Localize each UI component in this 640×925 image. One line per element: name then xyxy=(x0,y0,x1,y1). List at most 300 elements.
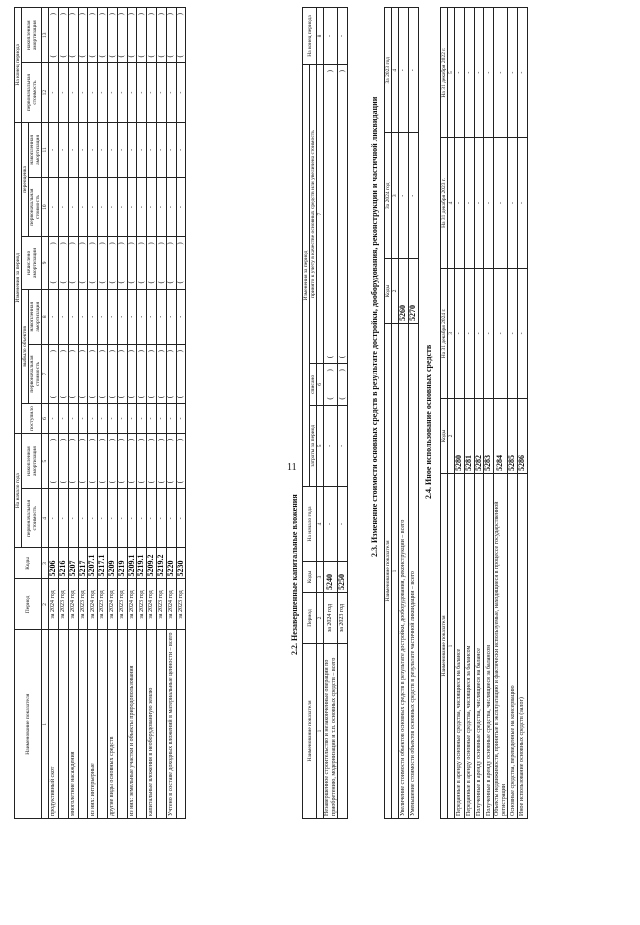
cell-end-amort xyxy=(108,8,118,64)
close-paren-glyph: ) xyxy=(156,349,165,353)
hdr-end: На конец периода xyxy=(15,8,22,123)
cell-received: - xyxy=(98,404,108,434)
cell-end: - xyxy=(338,8,348,65)
row-name xyxy=(338,644,348,819)
row-period: за 2024 год xyxy=(108,579,118,630)
cell-start-initial: - xyxy=(78,489,88,548)
close-paren-glyph: ) xyxy=(48,438,57,442)
cell-accepted xyxy=(324,65,338,364)
open-paren-glyph: ( xyxy=(146,395,155,399)
row-code: 5216 xyxy=(59,548,69,579)
open-paren-glyph: ( xyxy=(78,281,87,284)
open-paren-glyph: ( xyxy=(78,55,87,58)
open-paren-glyph: ( xyxy=(146,480,155,484)
hdr-reval-amort: накопленная амортизация xyxy=(29,122,42,177)
cell-end-amort xyxy=(157,8,167,64)
row-period: за 2023 год xyxy=(137,579,147,630)
cell-end-amort xyxy=(88,8,98,64)
close-paren-glyph: ) xyxy=(156,242,165,245)
cell-2023: - xyxy=(399,8,409,134)
table-fixed-assets-movement xyxy=(14,7,186,819)
cell-received: - xyxy=(49,404,59,434)
close-paren-glyph: ) xyxy=(97,13,106,16)
cell-end-amort xyxy=(117,8,127,64)
open-paren-glyph: ( xyxy=(176,480,185,484)
open-paren-glyph: ( xyxy=(107,395,116,399)
s22-hdr-costs: затраты за период xyxy=(310,405,317,486)
cell-end-amort xyxy=(166,8,176,64)
table-row xyxy=(324,8,338,819)
cell-start-amort xyxy=(147,433,157,488)
close-paren-glyph: ) xyxy=(68,13,77,16)
cell-end-initial: - xyxy=(59,63,69,122)
table-row xyxy=(518,8,528,819)
row-code: 5209.2 xyxy=(147,548,157,579)
cell-reval-amort: - xyxy=(176,122,186,177)
column-number: 1 xyxy=(448,474,455,819)
column-number: 9 xyxy=(42,237,49,289)
cell-accrued-amort xyxy=(68,237,78,289)
column-number: 13 xyxy=(42,8,49,64)
cell-accrued-amort xyxy=(88,237,98,289)
cell-reval-initial: - xyxy=(59,178,69,237)
hdr-accum-amort: накопленная амортизация xyxy=(22,433,42,488)
row-code: 5282 xyxy=(474,399,484,474)
cell-start-initial: - xyxy=(137,489,147,548)
row-code: 5207.1 xyxy=(88,548,98,579)
open-paren-glyph: ( xyxy=(136,395,145,399)
row-name: Полученные в аренду основные средства, числящиеся на балансе xyxy=(474,474,484,819)
row-period: за 2024 год xyxy=(127,579,137,630)
open-paren-glyph: ( xyxy=(136,480,145,484)
row-name: Незавершенное строительство и незаконченные операции по приобретению, модернизации и т.п. основных средств – всего xyxy=(324,644,338,819)
row-period: за 2023 год xyxy=(176,579,186,630)
cell-reval-amort: - xyxy=(98,122,108,177)
column-number: 8 xyxy=(42,289,49,344)
row-period: за 2023 год xyxy=(157,579,167,630)
open-paren-glyph: ( xyxy=(156,281,165,284)
close-paren-glyph: ) xyxy=(166,438,175,442)
cell-accrued-amort xyxy=(98,237,108,289)
section-2-3-title: 2.3. Изменение стоимости основных средств в результате достройки, дооборудования, реконструкции и частичной ликвидации xyxy=(370,96,379,557)
close-paren-glyph: ) xyxy=(87,349,96,353)
open-paren-glyph: ( xyxy=(97,480,106,484)
row-name: Переданные в аренду основные средства, числящиеся за балансом xyxy=(464,474,474,819)
cell-accrued-amort xyxy=(147,237,157,289)
row-code: 5219.1 xyxy=(137,548,147,579)
open-paren-glyph: ( xyxy=(127,281,136,284)
s23-hdr-2023: За 2023 год xyxy=(385,8,392,134)
row-code: 5209.1 xyxy=(127,548,137,579)
row-name: Уменьшение стоимости объектов основных средств в результате частичной ликвидации – всего xyxy=(408,324,418,819)
open-paren-glyph: ( xyxy=(68,55,77,58)
open-paren-glyph: ( xyxy=(176,395,185,399)
cell-end-amort xyxy=(68,8,78,64)
row-code: 5280 xyxy=(455,399,465,474)
table-row xyxy=(474,8,484,819)
s24-hdr-name: Наименование показателя xyxy=(441,474,448,819)
row-name: из них: земельные участки и объекты природопользования xyxy=(127,630,137,819)
cell-reval-amort: - xyxy=(117,122,127,177)
cell-disposed-initial xyxy=(49,344,59,403)
row-name xyxy=(117,630,127,819)
open-paren-glyph: ( xyxy=(87,55,96,58)
close-paren-glyph: ) xyxy=(127,349,136,353)
row-name: продуктивный скот xyxy=(49,630,59,819)
column-number: 3 xyxy=(42,548,49,579)
cell-costs: - xyxy=(324,405,338,486)
open-paren-glyph: ( xyxy=(48,281,57,284)
cell-start-initial: - xyxy=(49,489,59,548)
close-paren-glyph: ) xyxy=(176,349,185,353)
cell-2022: - xyxy=(518,8,528,138)
hdr-revaluation: переоценка xyxy=(22,122,29,237)
close-paren-glyph: ) xyxy=(97,242,106,245)
cell-end-amort xyxy=(176,8,186,64)
cell-accrued-amort xyxy=(49,237,59,289)
cell-disposed-initial xyxy=(157,344,167,403)
close-paren-glyph: ) xyxy=(156,438,165,442)
hdr-start: На начало года xyxy=(15,433,22,548)
cell-disposed-initial xyxy=(127,344,137,403)
table-row xyxy=(147,8,157,819)
row-code: 5270 xyxy=(408,259,418,324)
cell-received: - xyxy=(127,404,137,434)
row-code: 5240 xyxy=(324,562,338,593)
cell-end-amort xyxy=(98,8,108,64)
cell-start-initial: - xyxy=(59,489,69,548)
cell-disposed-initial xyxy=(176,344,186,403)
cell-reval-amort: - xyxy=(108,122,118,177)
table-cost-changes xyxy=(384,7,419,819)
close-paren-glyph: ) xyxy=(337,70,346,73)
open-paren-glyph: ( xyxy=(337,397,346,400)
cell-received: - xyxy=(137,404,147,434)
cell-accrued-amort xyxy=(137,237,147,289)
cell-start-initial: - xyxy=(68,489,78,548)
cell-reval-initial: - xyxy=(78,178,88,237)
cell-reval-amort: - xyxy=(88,122,98,177)
open-paren-glyph: ( xyxy=(136,281,145,284)
column-number: 7 xyxy=(317,65,324,364)
row-name: Увеличение стоимости объектов основных средств в результате достройки, дооборудования, реконструкции – всего xyxy=(399,324,409,819)
open-paren-glyph: ( xyxy=(87,395,96,399)
close-paren-glyph: ) xyxy=(166,349,175,353)
row-name: Иное использование основных средств (залог) xyxy=(518,474,528,819)
cell-disposed-initial xyxy=(78,344,88,403)
cell-2024: - xyxy=(518,268,528,398)
cell-reval-initial: - xyxy=(137,178,147,237)
open-paren-glyph: ( xyxy=(146,281,155,284)
table-row xyxy=(494,8,508,819)
row-code: 5209 xyxy=(108,548,118,579)
cell-start: - xyxy=(324,487,338,562)
cell-start-initial: - xyxy=(117,489,127,548)
cell-reval-initial: - xyxy=(108,178,118,237)
column-number: 3 xyxy=(392,133,399,259)
column-number: 12 xyxy=(42,63,49,122)
cell-received: - xyxy=(68,404,78,434)
row-name xyxy=(78,630,88,819)
row-code: 5217.1 xyxy=(98,548,108,579)
hdr-code: Коды xyxy=(15,548,42,579)
cell-reval-amort: - xyxy=(68,122,78,177)
row-name: Полученные в аренду основные средства, числящиеся за балансом xyxy=(484,474,494,819)
cell-2023: - xyxy=(464,138,474,268)
cell-disposed-amort: - xyxy=(78,289,88,344)
cell-received: - xyxy=(176,404,186,434)
table-row xyxy=(68,8,78,819)
table-row xyxy=(338,8,348,819)
cell-2022: - xyxy=(474,8,484,138)
cell-2024: - xyxy=(399,133,409,259)
cell-accrued-amort xyxy=(157,237,167,289)
s22-hdr-written-off: списано xyxy=(310,364,317,406)
cell-accrued-amort xyxy=(176,237,186,289)
close-paren-glyph: ) xyxy=(87,242,96,245)
s23-hdr-code: Коды xyxy=(385,259,392,324)
close-paren-glyph: ) xyxy=(136,242,145,245)
cell-received: - xyxy=(117,404,127,434)
cell-reval-initial: - xyxy=(98,178,108,237)
open-paren-glyph: ( xyxy=(166,281,175,284)
open-paren-glyph: ( xyxy=(107,281,116,284)
row-period: за 2023 год xyxy=(98,579,108,630)
cell-start: - xyxy=(338,487,348,562)
column-number: 3 xyxy=(448,268,455,398)
column-number: 6 xyxy=(317,364,324,406)
cell-accrued-amort xyxy=(127,237,137,289)
cell-reval-initial: - xyxy=(49,178,59,237)
close-paren-glyph: ) xyxy=(107,242,116,245)
cell-costs: - xyxy=(338,405,348,486)
cell-end-initial: - xyxy=(176,63,186,122)
cell-reval-amort: - xyxy=(137,122,147,177)
cell-start-initial: - xyxy=(166,489,176,548)
s22-hdr-start: На начало года xyxy=(303,487,317,562)
row-code: 5230 xyxy=(176,548,186,579)
close-paren-glyph: ) xyxy=(136,349,145,353)
row-period: за 2023 год xyxy=(59,579,69,630)
cell-received: - xyxy=(59,404,69,434)
open-paren-glyph: ( xyxy=(97,55,106,58)
row-name: капитальные вложения в необорудованную землю xyxy=(147,630,157,819)
s24-hdr-2024: На 31 декабря 2024 г. xyxy=(441,268,448,398)
row-code: 5206 xyxy=(49,548,59,579)
cell-2024: - xyxy=(494,268,508,398)
cell-disposed-initial xyxy=(117,344,127,403)
cell-accrued-amort xyxy=(166,237,176,289)
cell-2024: - xyxy=(484,268,494,398)
cell-disposed-amort: - xyxy=(98,289,108,344)
cell-disposed-amort: - xyxy=(137,289,147,344)
open-paren-glyph: ( xyxy=(156,480,165,484)
close-paren-glyph: ) xyxy=(146,349,155,353)
table-row xyxy=(137,8,147,819)
cell-start-amort xyxy=(78,433,88,488)
close-paren-glyph: ) xyxy=(78,242,87,245)
cell-disposed-initial xyxy=(59,344,69,403)
column-number: 4 xyxy=(392,8,399,134)
close-paren-glyph: ) xyxy=(58,13,67,16)
open-paren-glyph: ( xyxy=(117,281,126,284)
open-paren-glyph: ( xyxy=(58,281,67,284)
row-code: 5220 xyxy=(166,548,176,579)
cell-start-amort xyxy=(117,433,127,488)
cell-end-initial: - xyxy=(117,63,127,122)
cell-disposed-amort: - xyxy=(88,289,98,344)
row-name: другие виды основных средств xyxy=(108,630,118,819)
table-row xyxy=(117,8,127,819)
s22-hdr-period: Период xyxy=(303,593,317,644)
close-paren-glyph: ) xyxy=(146,438,155,442)
open-paren-glyph: ( xyxy=(176,281,185,284)
hdr-disp-amort: накопленная амортизация xyxy=(29,289,42,344)
close-paren-glyph: ) xyxy=(97,438,106,442)
column-number: 2 xyxy=(448,399,455,474)
table-row xyxy=(108,8,118,819)
close-paren-glyph: ) xyxy=(127,242,136,245)
cell-disposed-amort: - xyxy=(108,289,118,344)
cell-start-initial: - xyxy=(98,489,108,548)
cell-received: - xyxy=(88,404,98,434)
close-paren-glyph: ) xyxy=(78,349,87,353)
close-paren-glyph: ) xyxy=(107,13,116,16)
row-name: из них: интерьерные xyxy=(88,630,98,819)
cell-start-amort xyxy=(127,433,137,488)
close-paren-glyph: ) xyxy=(97,349,106,353)
open-paren-glyph: ( xyxy=(337,355,346,359)
row-period: за 2023 год xyxy=(338,593,348,644)
open-paren-glyph: ( xyxy=(166,55,175,58)
open-paren-glyph: ( xyxy=(107,480,116,484)
cell-disposed-amort: - xyxy=(176,289,186,344)
close-paren-glyph: ) xyxy=(107,438,116,442)
cell-start-amort xyxy=(59,433,69,488)
open-paren-glyph: ( xyxy=(166,395,175,399)
close-paren-glyph: ) xyxy=(176,242,185,245)
table-other-use xyxy=(440,7,528,819)
cell-end-initial: - xyxy=(127,63,137,122)
row-code: 5260 xyxy=(399,259,409,324)
cell-2024: - xyxy=(455,268,465,398)
cell-2024: - xyxy=(464,268,474,398)
cell-2022: - xyxy=(464,8,474,138)
cell-start-initial: - xyxy=(157,489,167,548)
cell-received: - xyxy=(157,404,167,434)
cell-disposed-initial xyxy=(68,344,78,403)
close-paren-glyph: ) xyxy=(117,242,126,245)
cell-reval-initial: - xyxy=(88,178,98,237)
close-paren-glyph: ) xyxy=(68,438,77,442)
open-paren-glyph: ( xyxy=(87,281,96,284)
row-name xyxy=(157,630,167,819)
column-number: 5 xyxy=(317,405,324,486)
table-row xyxy=(88,8,98,819)
table-row xyxy=(78,8,88,819)
row-code: 5217 xyxy=(78,548,88,579)
cell-disposed-amort: - xyxy=(117,289,127,344)
table-row xyxy=(166,8,176,819)
cell-end-initial: - xyxy=(68,63,78,122)
column-number: 2 xyxy=(317,593,324,644)
cell-end-initial: - xyxy=(157,63,167,122)
cell-reval-amort: - xyxy=(59,122,69,177)
hdr-period: Период xyxy=(15,579,42,630)
hdr-changes: Изменения за период xyxy=(15,122,22,433)
cell-start-amort xyxy=(176,433,186,488)
table-row xyxy=(399,8,409,819)
cell-received: - xyxy=(108,404,118,434)
open-paren-glyph: ( xyxy=(156,55,165,58)
cell-end-initial: - xyxy=(98,63,108,122)
close-paren-glyph: ) xyxy=(166,242,175,245)
row-code: 5219.2 xyxy=(157,548,167,579)
row-period: за 2024 год xyxy=(324,593,338,644)
s22-hdr-name: Наименование показателя xyxy=(303,644,317,819)
row-name xyxy=(59,630,69,819)
row-name xyxy=(98,630,108,819)
s24-hdr-2023: На 31 декабря 2023 г. xyxy=(441,138,448,268)
row-name: Основные средства, переведенные на консервацию xyxy=(508,474,518,819)
open-paren-glyph: ( xyxy=(325,355,334,359)
close-paren-glyph: ) xyxy=(87,438,96,442)
open-paren-glyph: ( xyxy=(78,395,87,399)
column-number: 4 xyxy=(42,489,49,548)
cell-disposed-amort: - xyxy=(68,289,78,344)
cell-2023: - xyxy=(455,138,465,268)
s22-hdr-code: Коды xyxy=(303,562,317,593)
cell-end-amort xyxy=(59,8,69,64)
cell-start-amort xyxy=(88,433,98,488)
cell-written-off xyxy=(338,364,348,406)
close-paren-glyph: ) xyxy=(117,13,126,16)
open-paren-glyph: ( xyxy=(58,395,67,399)
column-number: 10 xyxy=(42,178,49,237)
close-paren-glyph: ) xyxy=(68,349,77,353)
close-paren-glyph: ) xyxy=(78,13,87,16)
open-paren-glyph: ( xyxy=(166,480,175,484)
cell-end-amort xyxy=(127,8,137,64)
cell-end-initial: - xyxy=(88,63,98,122)
cell-2022: - xyxy=(484,8,494,138)
open-paren-glyph: ( xyxy=(117,55,126,58)
cell-end-amort xyxy=(147,8,157,64)
close-paren-glyph: ) xyxy=(117,438,126,442)
close-paren-glyph: ) xyxy=(176,13,185,16)
cell-reval-initial: - xyxy=(68,178,78,237)
column-number: 2 xyxy=(392,259,399,324)
row-code: 5219 xyxy=(117,548,127,579)
column-number: 5 xyxy=(448,8,455,138)
close-paren-glyph: ) xyxy=(48,13,57,16)
cell-end-initial: - xyxy=(166,63,176,122)
row-code: 5286 xyxy=(518,399,528,474)
hdr-end-amort: накопленная амортизация xyxy=(22,8,42,64)
cell-start-amort xyxy=(98,433,108,488)
cell-received: - xyxy=(166,404,176,434)
row-code: 5281 xyxy=(464,399,474,474)
row-period: за 2023 год xyxy=(78,579,88,630)
row-code: 5283 xyxy=(484,399,494,474)
row-period: за 2023 год xyxy=(117,579,127,630)
open-paren-glyph: ( xyxy=(136,55,145,58)
cell-disposed-amort: - xyxy=(49,289,59,344)
close-paren-glyph: ) xyxy=(117,349,126,353)
cell-start-amort xyxy=(166,433,176,488)
table-row xyxy=(157,8,167,819)
open-paren-glyph: ( xyxy=(48,480,57,484)
